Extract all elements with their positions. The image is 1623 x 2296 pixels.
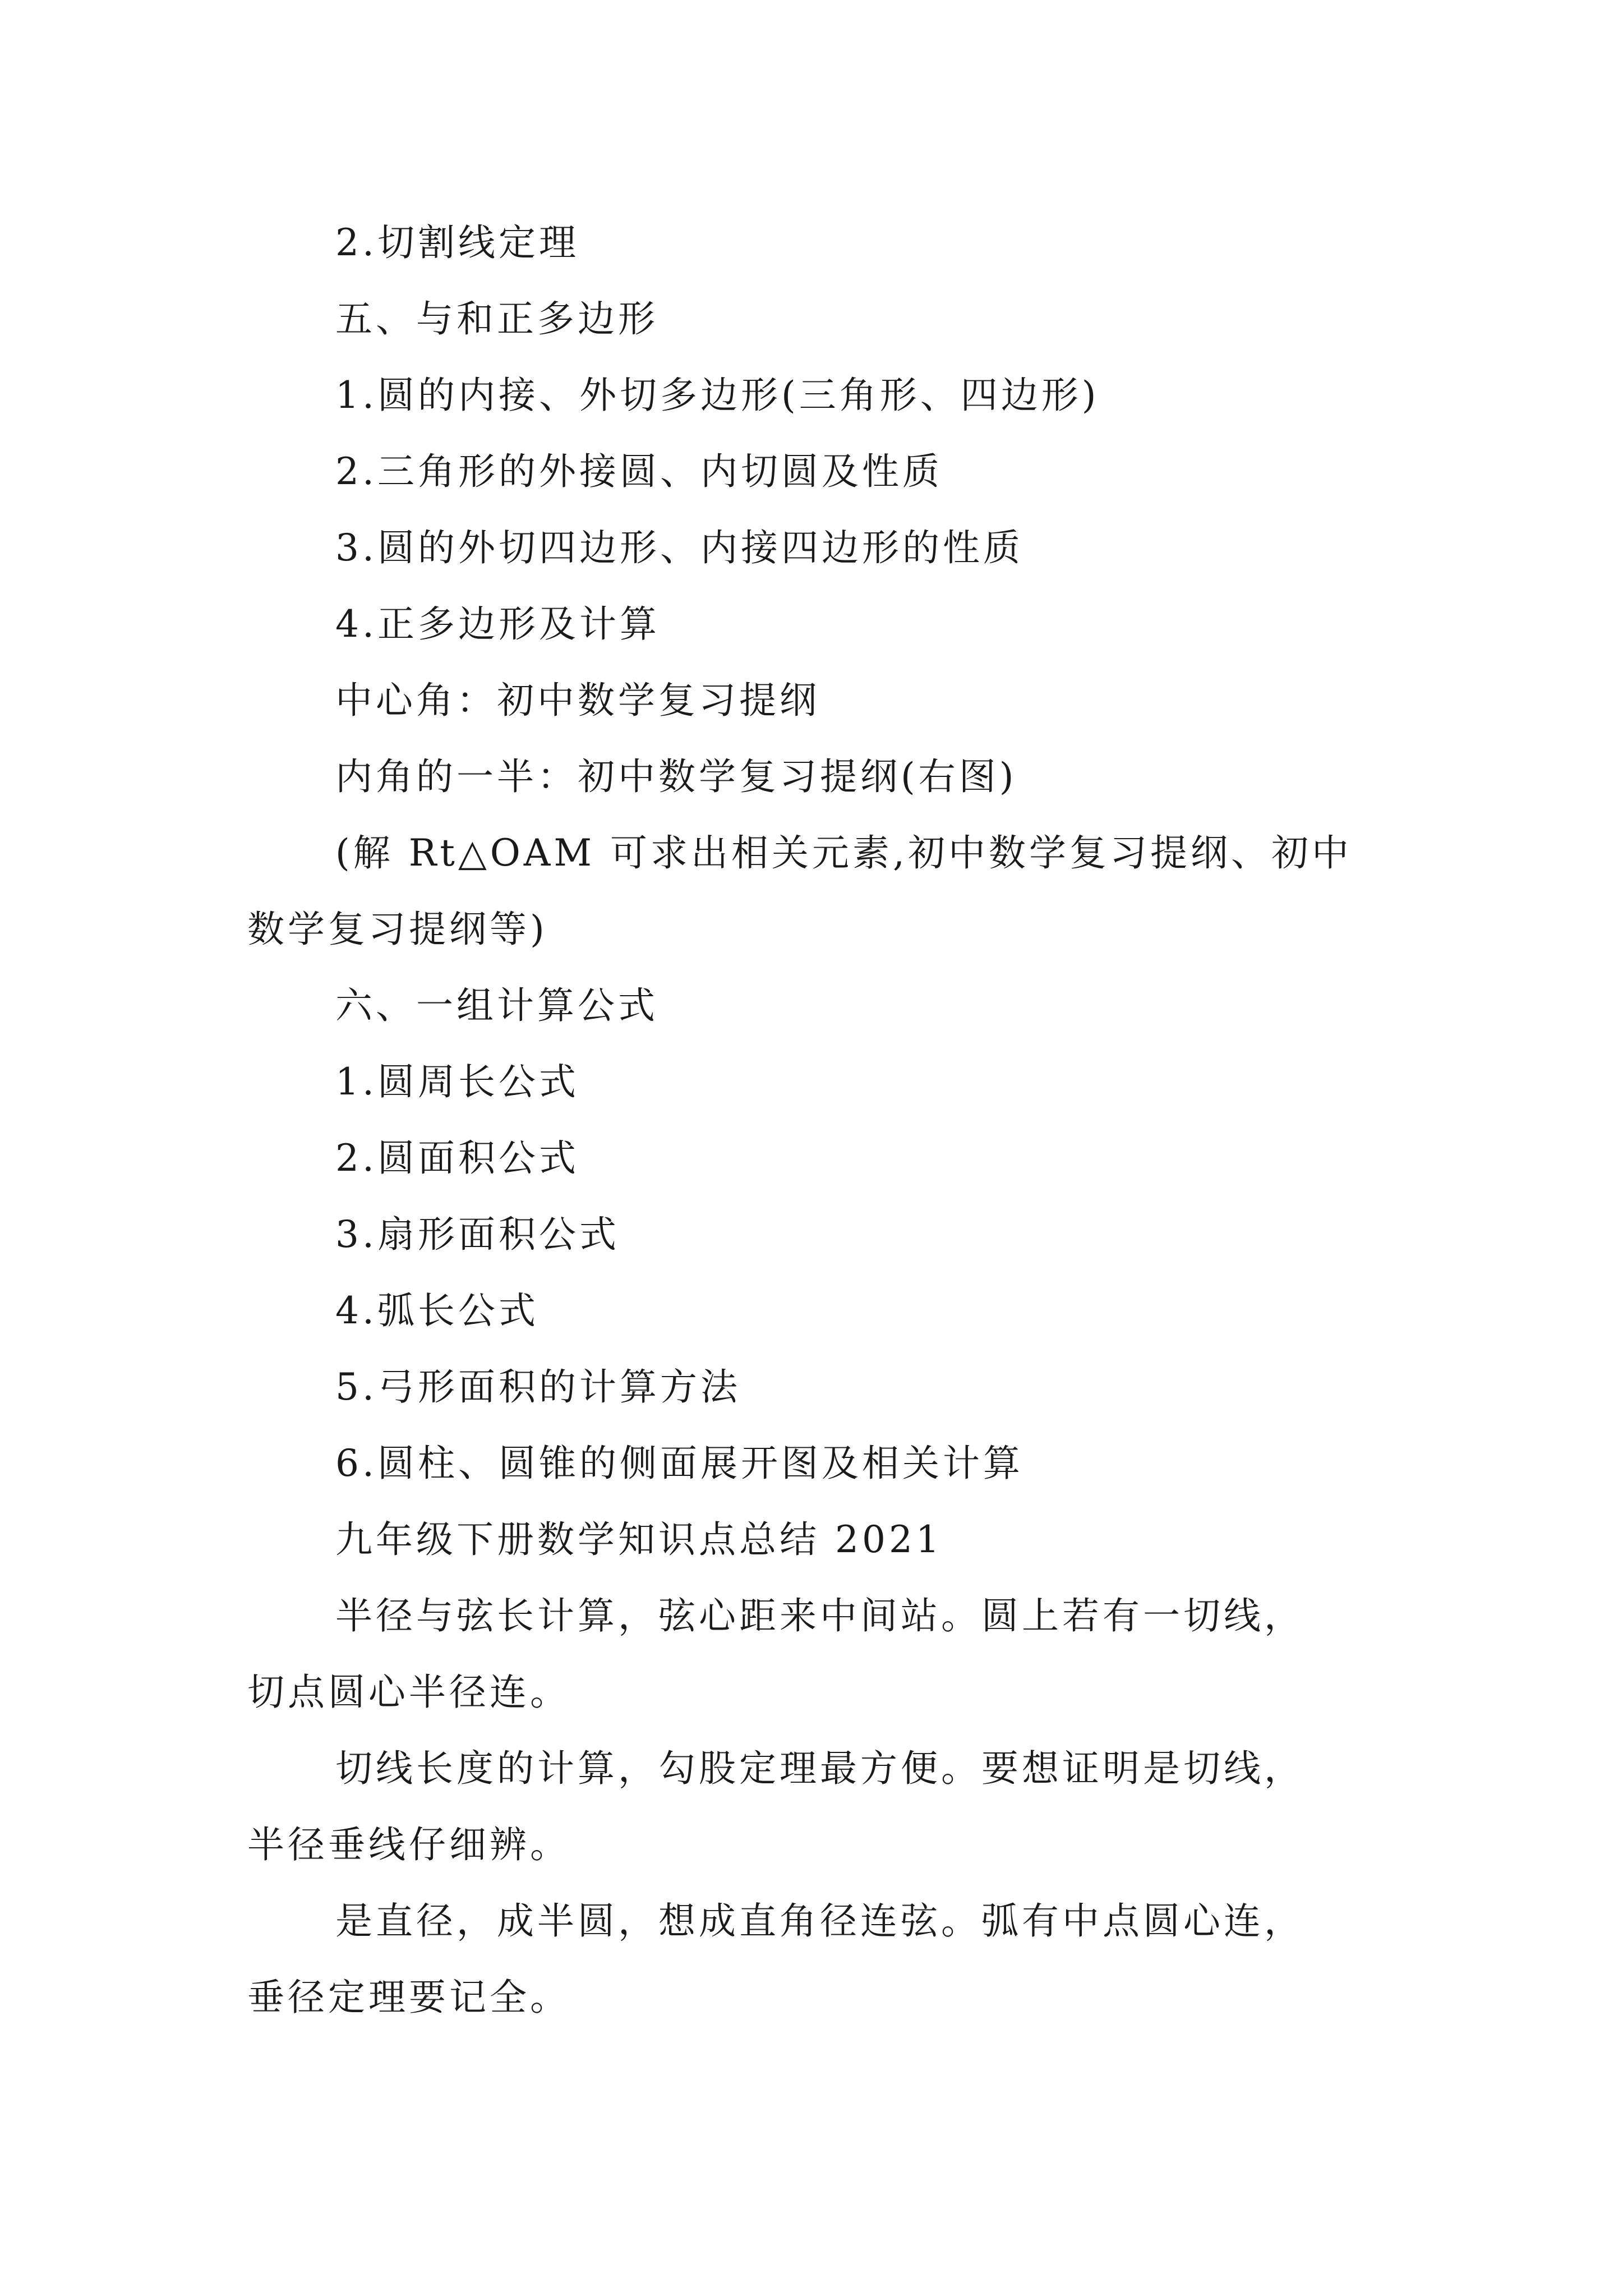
text-line: (解 Rt△OAM 可求出相关元素,初中数学复习提纲、初中 xyxy=(335,831,1353,875)
text-line: 3.扇形面积公式 xyxy=(335,1213,620,1256)
text-line: 数学复习提纲等) xyxy=(247,908,548,951)
text-line: 2.三角形的外接圆、内切圆及性质 xyxy=(335,450,943,493)
text-line: 1.圆周长公式 xyxy=(335,1060,579,1103)
text-line: 中心角：初中数学复习提纲 xyxy=(335,679,820,722)
section-heading: 六、一组计算公式 xyxy=(335,984,658,1027)
text-line: 垂径定理要记全。 xyxy=(247,1976,570,2019)
text-line: 5.弓形面积的计算方法 xyxy=(335,1365,741,1409)
text-line: 1.圆的内接、外切多边形(三角形、四边形) xyxy=(335,374,1100,417)
text-line: 半径与弦长计算，弦心距来中间站。圆上若有一切线， xyxy=(335,1594,1304,1637)
text-line: 半径垂线仔细辨。 xyxy=(247,1823,570,1866)
text-line: 2.圆面积公式 xyxy=(335,1137,579,1180)
text-line: 3.圆的外切四边形、内接四边形的性质 xyxy=(335,526,1023,569)
section-heading: 五、与和正多边形 xyxy=(335,297,658,341)
text-line: 切点圆心半径连。 xyxy=(247,1671,570,1714)
text-line: 4.弧长公式 xyxy=(335,1289,539,1332)
text-line: 4.正多边形及计算 xyxy=(335,602,660,646)
text-line: 切线长度的计算，勾股定理最方便。要想证明是切线， xyxy=(335,1747,1304,1790)
text-line: 内角的一半：初中数学复习提纲(右图) xyxy=(335,755,1017,798)
text-line: 九年级下册数学知识点总结 2021 xyxy=(335,1518,943,1561)
text-line: 是直径，成半圆，想成直角径连弦。弧有中点圆心连， xyxy=(335,1899,1304,1943)
text-line: 2.切割线定理 xyxy=(335,221,579,264)
text-line: 6.圆柱、圆锥的侧面展开图及相关计算 xyxy=(335,1442,1023,1485)
